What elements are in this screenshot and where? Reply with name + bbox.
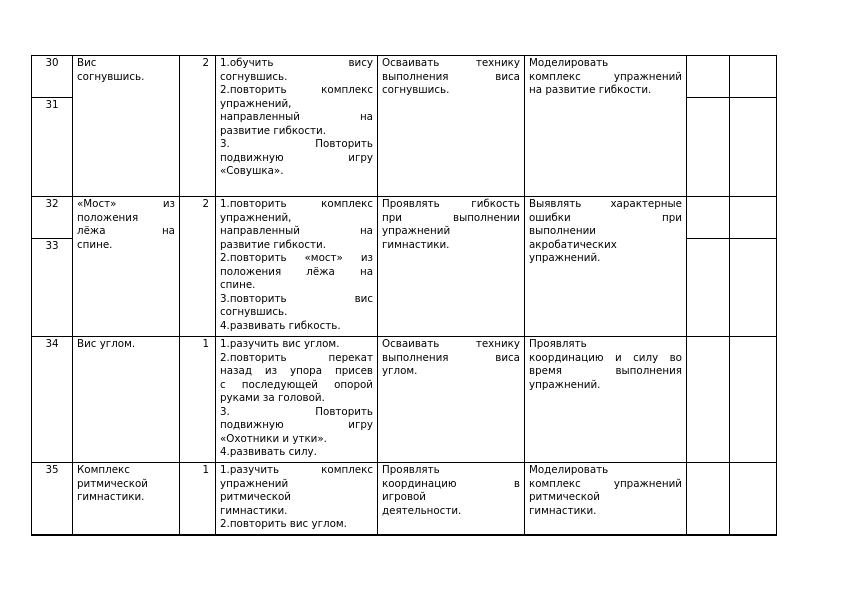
empty-cell xyxy=(687,56,730,98)
table-row xyxy=(32,197,777,239)
table-row xyxy=(32,56,777,98)
lesson-skills: Осваивать технику выполнения виса углом. xyxy=(378,337,525,463)
empty-cell xyxy=(687,337,730,463)
lesson-tasks: 1.разучить комплекс упражнений ритмической гимнастики. 2.повторить вис углом. xyxy=(216,463,378,535)
empty-cell xyxy=(730,197,777,239)
lesson-hours: 2 xyxy=(180,56,216,197)
lesson-number: 35 xyxy=(32,463,73,535)
lesson-tasks: 1.обучить висy согнувшись. 2.повторить комплекс упражнений, направленный на развитие гибкости. 3. Повторить подвижную игру «Совушка». xyxy=(216,56,378,197)
empty-cell xyxy=(730,56,777,98)
lesson-plan-table xyxy=(31,55,777,536)
lesson-activity: Моделировать комплекс упражнений на развитие гибкости. xyxy=(525,56,687,197)
lesson-activity: Проявлять координацию и силу во время выполнения упражнений. xyxy=(525,337,687,463)
lesson-activity: Выявлять характерные ошибки при выполнении акробатических упражнений. xyxy=(525,197,687,337)
lesson-topic: Вис углом. xyxy=(73,337,180,463)
lesson-number: 30 xyxy=(32,56,73,98)
lesson-hours: 1 xyxy=(180,337,216,463)
lesson-number: 32 xyxy=(32,197,73,239)
empty-cell xyxy=(687,98,730,197)
empty-cell xyxy=(687,239,730,337)
lesson-number: 34 xyxy=(32,337,73,463)
lesson-topic: Вис согнувшись. xyxy=(73,56,180,197)
empty-cell xyxy=(687,197,730,239)
lesson-hours: 2 xyxy=(180,197,216,337)
empty-cell xyxy=(730,463,777,535)
lesson-number: 31 xyxy=(32,98,73,197)
lesson-tasks: 1.повторить комплекс упражнений, направленный на развитие гибкости. 2.повторить «мост» из положения лёжа на спине. 3.повторить вис согнувшись. 4.развивать гибкость. xyxy=(216,197,378,337)
lesson-skills: Проявлять гибкость при выполнении упражнений гимнастики. xyxy=(378,197,525,337)
empty-cell xyxy=(730,98,777,197)
lesson-topic: Комплекс ритмической гимнастики. xyxy=(73,463,180,535)
lesson-tasks: 1.разучить вис углом. 2.повторить перекат назад из упора присев с последующей опорой руками за головой. 3. Повторить подвижную игру «Охотники и утки». 4.развивать силу. xyxy=(216,337,378,463)
empty-cell xyxy=(730,239,777,337)
lesson-activity: Моделировать комплекс упражнений ритмической гимнастики. xyxy=(525,463,687,535)
lesson-topic: «Мост» из положения лёжа на спине. xyxy=(73,197,180,337)
empty-cell xyxy=(687,463,730,535)
lesson-hours: 1 xyxy=(180,463,216,535)
lesson-skills: Проявлять координацию в игровой деятельности. xyxy=(378,463,525,535)
empty-cell xyxy=(730,337,777,463)
lesson-skills: Осваивать технику выполнения виса согнувшись. xyxy=(378,56,525,197)
table-row xyxy=(32,337,777,463)
table-row xyxy=(32,463,777,535)
lesson-number: 33 xyxy=(32,239,73,337)
